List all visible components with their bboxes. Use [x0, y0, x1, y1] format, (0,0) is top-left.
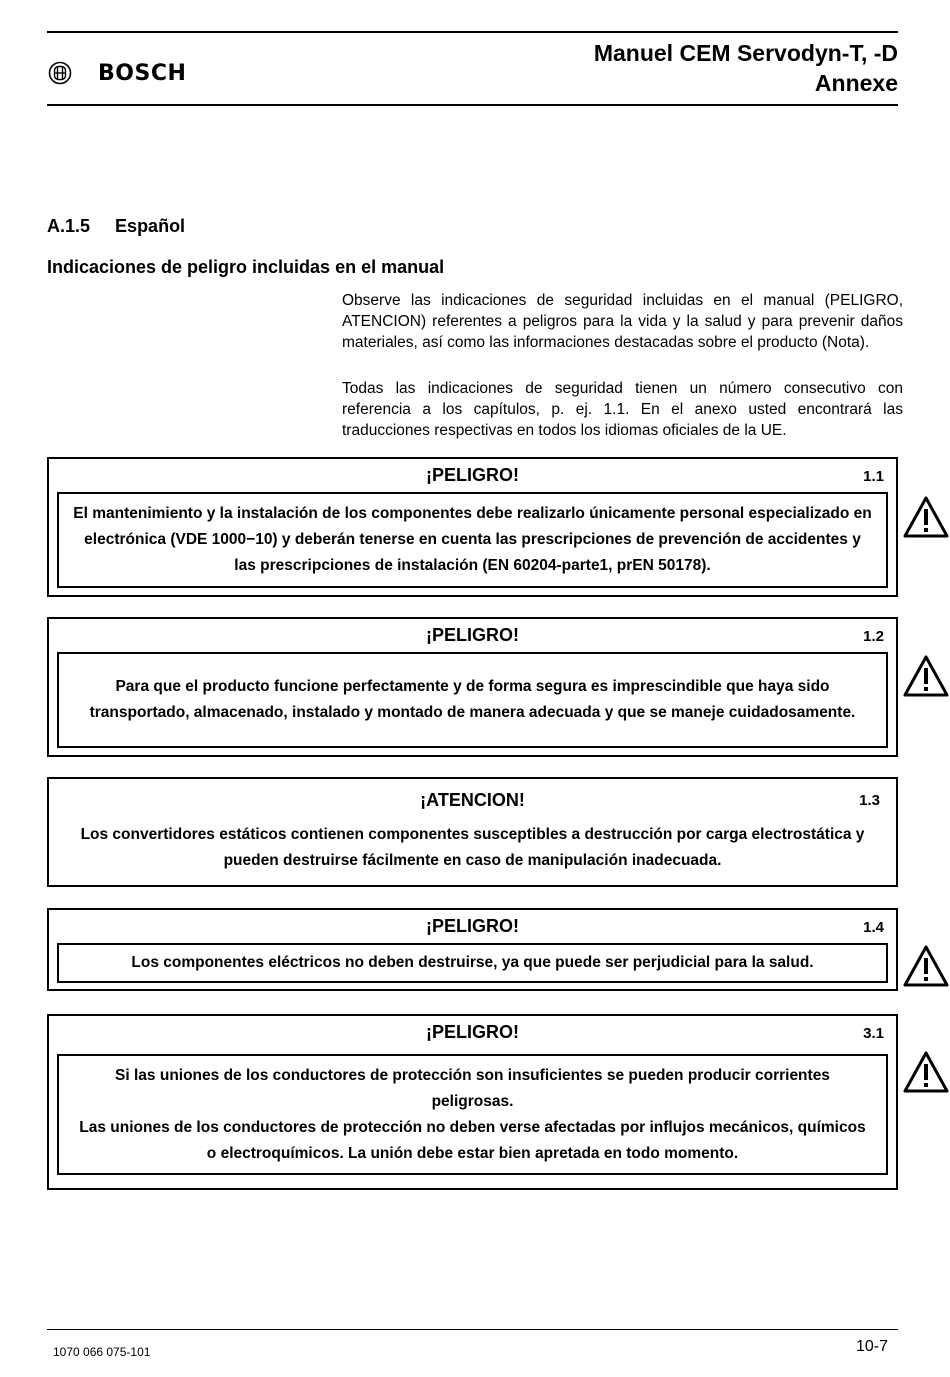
warning-title: ¡PELIGRO!: [426, 465, 519, 485]
warning-number: 1.2: [863, 628, 884, 645]
warning-number: 1.3: [859, 792, 880, 809]
warning-triangle-icon: [902, 944, 950, 988]
warning-text-frame: [57, 943, 888, 983]
subheading: Indicaciones de peligro incluidas en el manual: [47, 257, 445, 277]
page-number: 10-7: [855, 1338, 888, 1355]
title-line-1: Manuel CEM Servodyn-T, -D: [593, 40, 898, 66]
warning-number: 1.1: [863, 468, 884, 485]
intro-paragraph-2: Todas las indicaciones de seguridad tienen un número consecutivo con referencia a los capítulos, p. ej. 1.1. En el anexo usted encontrará las traducciones respectivas en todos los idiomas oficiales de la UE.: [342, 380, 903, 439]
warning-box-1-3: [47, 777, 898, 887]
warning-title: ¡PELIGRO!: [426, 916, 519, 936]
warning-text: Para que el producto funcione perfectamente y de forma segura es imprescindible que haya sido transportado, almacenado, instalado y montado de manera adecuada y que se maneje cuidadosamente.: [89, 678, 856, 721]
title-line-2: Annexe: [814, 70, 898, 96]
warning-box-3-1: [47, 1014, 898, 1190]
warning-number: 3.1: [863, 1025, 884, 1042]
header-bottom-rule: [47, 104, 898, 106]
document-title: [594, 38, 898, 98]
warning-number: 1.4: [863, 919, 884, 936]
warning-box-1-4: [47, 908, 898, 991]
document-code: 1070 066 075-101: [53, 1345, 151, 1359]
warning-text: El mantenimiento y la instalación de los componentes debe realizarlo únicamente personal especializado en electrónica (VDE 1000−10) y deberán tenerse en cuenta las prescripciones de prevención de accidentes y las prescripciones de instalación (EN 60204-parte1, prEN 50178).: [73, 505, 872, 574]
logo-text: BOSCH: [98, 60, 187, 86]
warning-title: ¡PELIGRO!: [426, 625, 519, 645]
warning-box-1-2: [47, 617, 898, 757]
warning-text: Los componentes eléctricos no deben destruirse, ya que puede ser perjudicial para la salud.: [131, 954, 814, 971]
footer-rule: [47, 1329, 898, 1330]
warning-text-line-1: Si las uniones de los conductores de protección son insuficientes se pueden producir corrientes peligrosas.: [115, 1066, 830, 1110]
header-top-rule: [47, 31, 898, 33]
bosch-armature-icon: [48, 61, 72, 85]
warning-title: ¡ATENCION!: [420, 790, 525, 810]
intro-paragraph-1: Observe las indicaciones de seguridad incluidas en el manual (PELIGRO, ATENCION) referentes a peligros para la vida y la salud y para prevenir daños materiales, así como las informaciones destacadas sobre el producto (Nota).: [342, 292, 903, 351]
section-heading: [47, 216, 185, 237]
warning-text-line-2: Las uniones de los conductores de protección no deben verse afectadas por influjos mecánicos, químicos o electroquímicos. La unión debe estar bien apretada en todo momento.: [79, 1118, 866, 1162]
warning-box-1-1: [47, 457, 898, 597]
warning-title: ¡PELIGRO!: [426, 1022, 519, 1042]
warning-text-frame: [57, 652, 888, 748]
bosch-logo: [48, 60, 186, 86]
warning-triangle-icon: [902, 654, 950, 698]
section-number: A.1.5: [47, 216, 91, 236]
warning-triangle-icon: [902, 495, 950, 539]
warning-text-frame: [57, 492, 888, 588]
warning-triangle-icon: [902, 1050, 950, 1094]
warning-text-frame: [57, 1054, 888, 1175]
warning-text: Los convertidores estáticos contienen componentes susceptibles a destrucción por carga electrostática y pueden destruirse fácilmente en caso de manipulación inadecuada.: [80, 826, 865, 869]
section-name: Español: [115, 216, 186, 236]
